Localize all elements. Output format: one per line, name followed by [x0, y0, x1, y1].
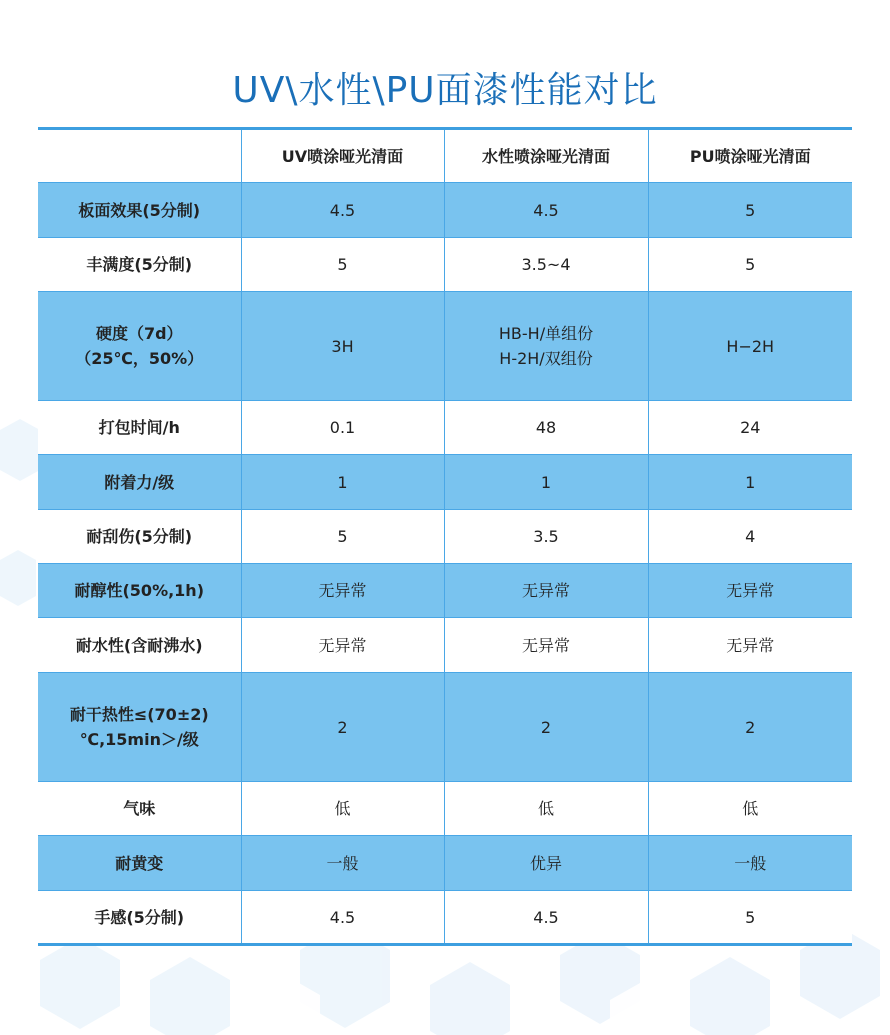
- cell-value-text: 无异常: [726, 635, 775, 655]
- cell-value-text: 0.1: [329, 418, 356, 437]
- table-row: [38, 238, 852, 292]
- pu-value-cell: [648, 238, 852, 292]
- cell-value-text: 无异常: [726, 581, 775, 600]
- header-cell-uv: UV喷涂哑光清面: [241, 129, 444, 183]
- row-label-cell: [38, 618, 241, 673]
- uv-value-cell: [241, 836, 444, 891]
- waterborne-value-cell: [444, 238, 648, 292]
- header-cell-empty: [38, 129, 241, 183]
- pu-value-cell: [648, 564, 852, 618]
- cell-value-text: 4.5: [329, 200, 356, 220]
- row-label-cell: [38, 401, 241, 455]
- cell-value-text: 无异常: [521, 635, 570, 655]
- pu-value-cell: [648, 292, 852, 401]
- uv-value-cell: [241, 183, 444, 238]
- cell-value-text: 1: [540, 472, 552, 492]
- cell-value-text: 3H: [331, 336, 354, 356]
- uv-value-cell: [241, 510, 444, 564]
- waterborne-value-cell: [444, 564, 648, 618]
- table-row: [38, 836, 852, 891]
- table-row: [38, 510, 852, 564]
- cell-value-text: 4.5: [329, 907, 356, 927]
- table-row: [38, 564, 852, 618]
- row-label-text: ℃,15min＞/级: [79, 730, 199, 749]
- cell-value-text: 5: [745, 255, 756, 274]
- row-label-cell: [38, 183, 241, 238]
- row-label-cell: [38, 292, 241, 401]
- waterborne-value-cell: [444, 673, 648, 782]
- cell-value-text: 1: [337, 472, 348, 492]
- page-title: UV\水性\PU面漆性能对比: [232, 70, 658, 111]
- cell-value-text: 24: [740, 418, 761, 437]
- uv-value-cell: [241, 782, 444, 836]
- cell-value-text: 48: [535, 418, 557, 437]
- waterborne-value-cell: [444, 292, 648, 401]
- row-label-text: 耐干热性≤(70±2): [69, 705, 209, 724]
- uv-value-cell: [241, 455, 444, 510]
- waterborne-value-cell: [444, 401, 648, 455]
- cell-value-text: 5: [337, 255, 348, 274]
- cell-value-text: 5: [745, 907, 756, 927]
- table-row: [38, 292, 852, 401]
- row-label-cell: [38, 238, 241, 292]
- cell-value-text: 1: [745, 472, 756, 492]
- table-row: [38, 183, 852, 238]
- cell-value-text: H−2H: [726, 336, 775, 356]
- cell-value-text: 低: [334, 799, 351, 818]
- cell-value-text: 2: [745, 717, 756, 737]
- row-label-text: 丰满度(5分制): [86, 255, 193, 274]
- uv-value-cell: [241, 238, 444, 292]
- pu-value-cell: [648, 618, 852, 673]
- cell-value-text: 无异常: [318, 635, 367, 655]
- cell-value-text: 低: [537, 799, 554, 818]
- row-label-cell: [38, 782, 241, 836]
- uv-value-cell: [241, 564, 444, 618]
- row-label-cell: [38, 455, 241, 510]
- row-label-text: （25℃，50%）: [75, 349, 204, 368]
- cell-value-text: H-2H/双组份: [499, 349, 593, 368]
- header-row: [38, 129, 852, 183]
- uv-value-cell: [241, 618, 444, 673]
- cell-value-text: 4: [745, 527, 756, 546]
- row-label-text: 附着力/级: [104, 472, 175, 492]
- uv-value-cell: [241, 891, 444, 945]
- comparison-table: [38, 127, 852, 946]
- row-label-text: 耐刮伤(5分制): [86, 527, 193, 546]
- cell-value-text: 5: [337, 527, 348, 546]
- waterborne-value-cell: [444, 782, 648, 836]
- row-label-text: 硬度（7d）: [95, 324, 183, 343]
- row-label-cell: [38, 510, 241, 564]
- table-row: [38, 673, 852, 782]
- cell-value-text: 无异常: [521, 581, 570, 600]
- cell-value-text: 3.5: [533, 527, 559, 546]
- pu-value-cell: [648, 455, 852, 510]
- table-row: [38, 455, 852, 510]
- cell-value-text: 无异常: [318, 581, 367, 600]
- row-label-text: 气味: [123, 799, 156, 818]
- table-row: [38, 401, 852, 455]
- waterborne-value-cell: [444, 510, 648, 564]
- pu-value-cell: [648, 891, 852, 945]
- row-label-cell: [38, 564, 241, 618]
- cell-value-text: 一般: [326, 853, 359, 873]
- uv-value-cell: [241, 401, 444, 455]
- header-cell-pu: PU喷涂哑光清面: [648, 129, 852, 183]
- cell-value-text: 4.5: [533, 200, 559, 220]
- cell-value-text: 2: [540, 717, 552, 737]
- cell-value-text: 5: [745, 200, 756, 220]
- row-label-cell: [38, 836, 241, 891]
- waterborne-value-cell: [444, 455, 648, 510]
- row-label-cell: [38, 891, 241, 945]
- row-label-text: 耐醇性(50%,1h): [74, 581, 205, 600]
- pu-value-cell: [648, 510, 852, 564]
- cell-value-text: 3.5~4: [521, 255, 571, 274]
- pu-value-cell: [648, 836, 852, 891]
- cell-value-text: HB-H/单组份: [498, 324, 594, 343]
- table-row: [38, 891, 852, 945]
- table-row: [38, 618, 852, 673]
- cell-value-text: 2: [337, 717, 348, 737]
- cell-value-text: 4.5: [533, 907, 559, 927]
- pu-value-cell: [648, 183, 852, 238]
- row-label-text: 耐水性(含耐沸水): [75, 635, 203, 655]
- pu-value-cell: [648, 673, 852, 782]
- header-cell-waterborne: 水性喷涂哑光清面: [444, 129, 648, 183]
- waterborne-value-cell: [444, 836, 648, 891]
- waterborne-value-cell: [444, 891, 648, 945]
- cell-value-text: 低: [742, 799, 759, 818]
- row-label-text: 手感(5分制): [94, 907, 185, 927]
- row-label-text: 板面效果(5分制): [78, 200, 201, 220]
- pu-value-cell: [648, 782, 852, 836]
- row-label-text: 打包时间/h: [98, 418, 180, 437]
- pu-value-cell: [648, 401, 852, 455]
- uv-value-cell: [241, 292, 444, 401]
- uv-value-cell: [241, 673, 444, 782]
- cell-value-text: 一般: [734, 853, 767, 873]
- row-label-cell: [38, 673, 241, 782]
- cell-value-text: 优异: [529, 853, 562, 873]
- waterborne-value-cell: [444, 618, 648, 673]
- table-row: [38, 782, 852, 836]
- row-label-text: 耐黄变: [115, 853, 164, 873]
- waterborne-value-cell: [444, 183, 648, 238]
